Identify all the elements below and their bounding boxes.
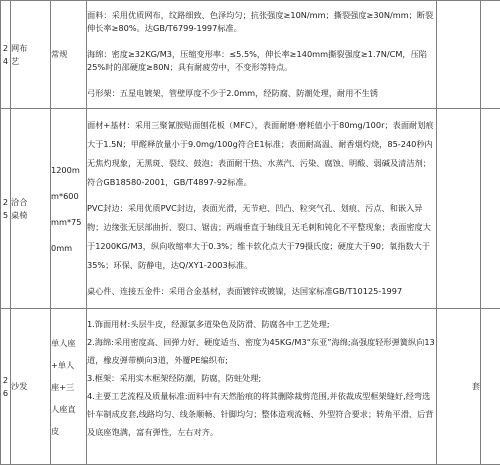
empty-cell	[481, 1, 500, 109]
empty-cell	[481, 309, 500, 465]
item-description: 1.饰面用材:头层牛皮，经源氯多道染色及防滑、防腐各中工艺处理; 2.海绵:采用密度高、回弹力好、硬度适当、密度为45KG/M3“东亚”海绵;高强度轻形弹簧纵向13道，橡皮弹带横向3道，外覆PE编织布; 3.框架：采用实木框架经防潮，防腐，防蛀处理; 4.主要工艺流程及质量标准:面料中有天然胎痕的将其删除裁剪范围,并依裁成型框架缝好,经弯选针车制成皮套,线路均匀、线条顺畅、针脚均匀；整体造观流畅、外型符合要求；转角平滑、后背及底座饱满，富有弹性，左右对齐。	[87, 309, 437, 465]
row-number: 2 5	[1, 109, 11, 309]
empty-cell	[481, 109, 500, 309]
item-description: 面材+基材：采用三聚氰胺贴面刨花板（MFC），表面耐磨·磨耗值小于80mg/100r；表面耐划痕大于1.5N；甲醛释放量小于9.0mg/100g符合E1标准；表面耐高温、耐香烟灼烧，85-240秒内无焦灼现象，无黑斑、裂纹、鼓泡；表面耐干热、水蒸汽、污染、腐蚀、明酸、弱碱及清洁剂；符合GB18580-2001，GB/T4897-92标准。 PVC封边：采用优质PVC封边，表面光滑，无节疤、凹凸、粒突气孔、划痕、污点、和嵌入异物；边缘张无层部曲折、裂口、锯齿；两端垂直于轴线且无毛刺和钝化不平整现象；表面密度大于1200KG/M3，纵向收缩率大于0.3%；维卡软化点大于79摄氏度；硬度大于90；氧指数大于35%；环保、防静电，达Q/XY1-2003标准。 桌心件、连接五金件：采用合金基材，表面镀锌或镀镍，达国家标准GB/T10125-1997	[87, 109, 437, 309]
item-description: 面料：采用优质网布，纹路细致、色泽均匀；抗张强度≥10N/mm；撕裂强度≥30N/mm；断裂伸长率≥80%。达GB/T6799-1997标准。 海绵：密度≥32KG/M3，压缩变形率：≤5.5%，伸长率≥140mm撕裂强度≥1.7N/CM，压陷25%时的邵硬度≥80N；具有耐疲劳中，不变形等特点。 弓形架：五星电镀架，管壁厚度不少于2.0mm，经防腐、防潮处理，耐用不生锈	[87, 1, 437, 109]
item-name: 网布 艺	[11, 1, 51, 109]
item-spec: 1200m m*600 mm*75 0mm	[51, 109, 87, 309]
table-row	[1, 309, 500, 465]
item-unit	[437, 1, 481, 109]
item-spec: 单人座 +单人 座+三 人座直 皮	[51, 309, 87, 465]
table-row	[1, 109, 500, 309]
table-row	[1, 1, 500, 109]
item-unit	[437, 109, 481, 309]
item-name: 沙发	[11, 309, 51, 465]
row-number: 2 4	[1, 1, 11, 109]
item-name: 洽合 桌椅	[11, 109, 51, 309]
item-spec: 常规	[51, 1, 87, 109]
item-unit: 套	[437, 309, 481, 465]
row-number: 2 6	[1, 309, 11, 465]
